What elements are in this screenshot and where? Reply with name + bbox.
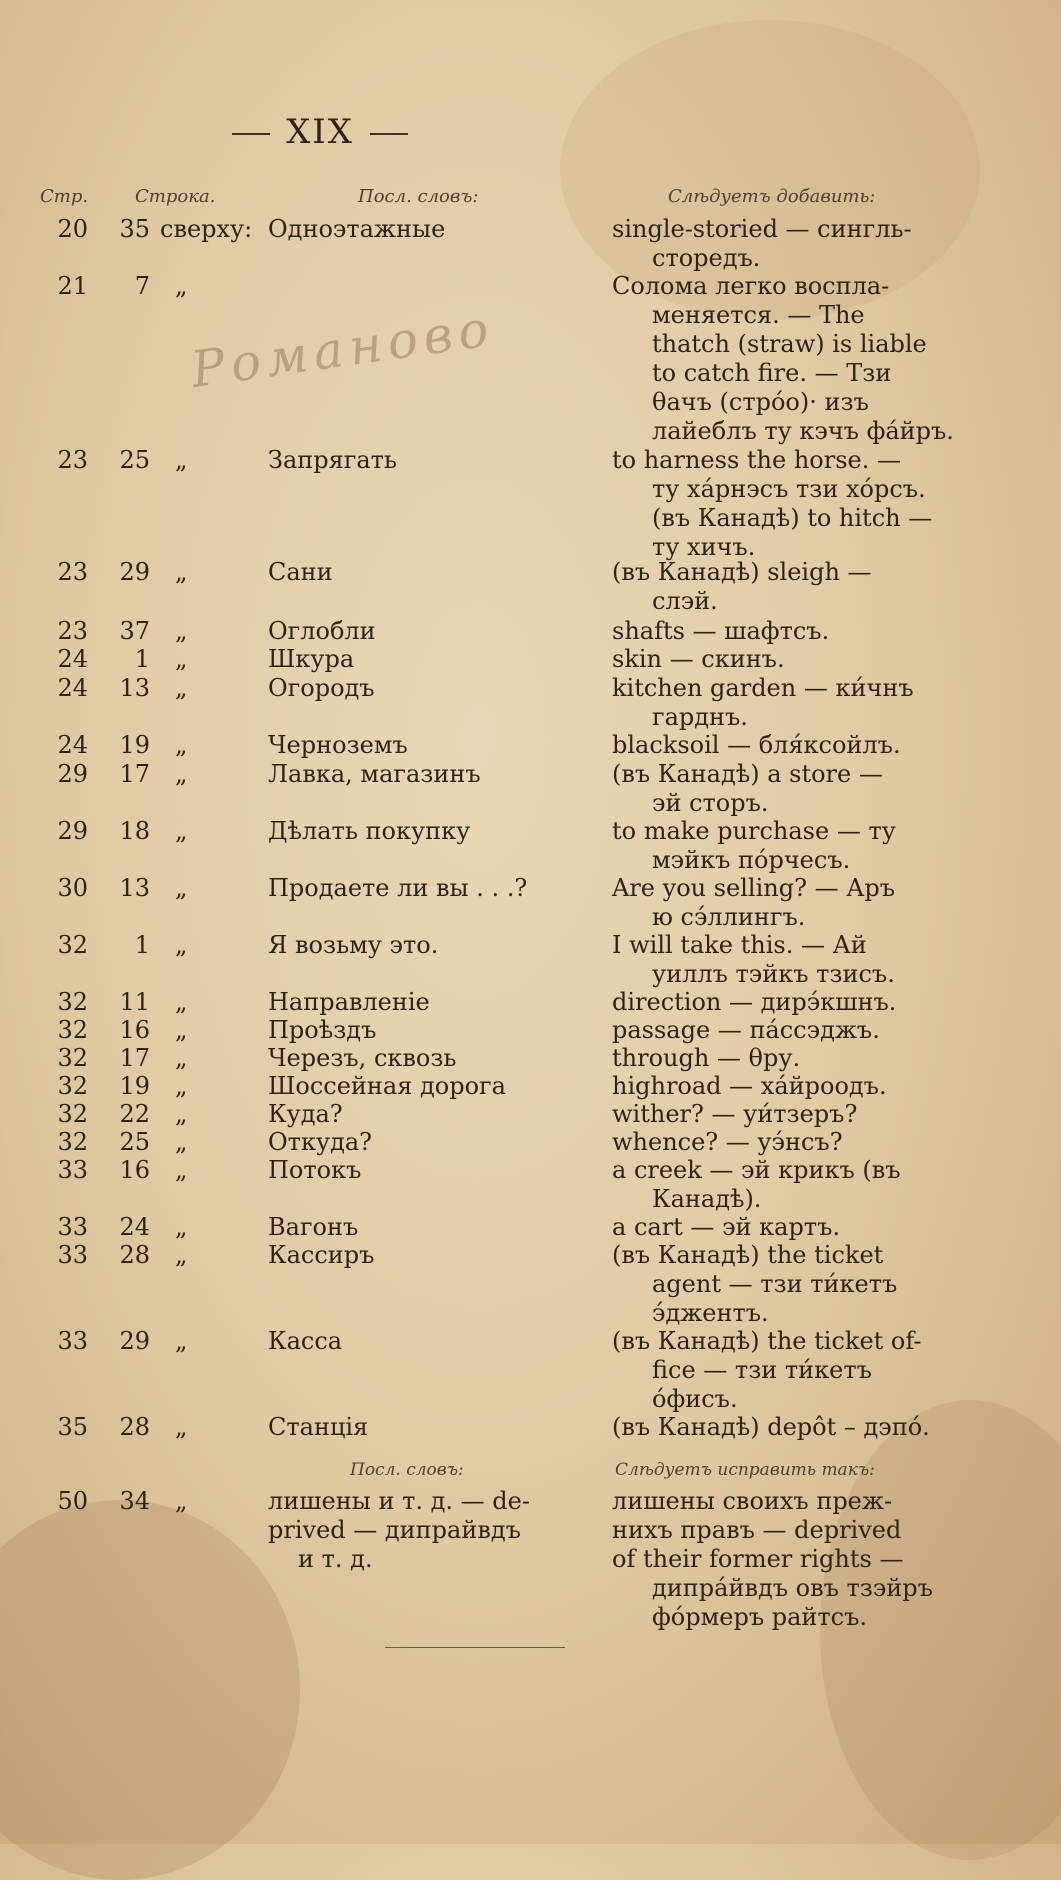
row-add-line: сторедъ. [652,244,761,272]
row-page: 33 [57,1327,88,1355]
row-add-line: θачъ (стро́о)· изъ [652,388,869,416]
row-line: 37 [119,617,150,645]
row-from: „ [175,617,188,645]
row-line: 17 [119,1044,150,1072]
page-number: XIX [0,112,640,152]
row-add-line: эй сторъ. [652,789,769,817]
row-word-line: Дѣлать покупку [268,817,471,845]
row-word-line: Одноэтажные [268,215,446,243]
row-from: „ [175,931,188,959]
row-add [612,674,942,732]
row-add-line: ту хичъ. [652,533,756,561]
row-add-line: a creek — эй крикъ (въ [612,1156,901,1184]
row-add-line: blacksoil — бля́ксойлъ. [612,731,901,759]
row-from: сверху: [160,215,253,243]
row-word [268,931,588,960]
row-line: 19 [119,1072,150,1100]
row-line: 16 [119,1016,150,1044]
row-word-line: Касса [268,1327,343,1355]
row-page: 32 [57,1100,88,1128]
row-add-line: to catch fire. — Тзи [652,359,892,387]
header-line: Строка. [135,186,216,207]
row-add-line: wither? — уи́тзеръ? [612,1100,858,1128]
row-page: 35 [57,1413,88,1441]
row-add-line: ю сэ́ллингъ. [652,903,806,931]
row-add [612,1156,942,1214]
row-line: 11 [119,988,150,1016]
row-add [612,272,954,446]
header-page: Стр. [40,186,89,207]
row-add-line: уиллъ тэйкъ тзисъ. [652,960,895,988]
row-add [612,1044,942,1073]
row-word [268,674,588,703]
row-add-line: Канадѣ). [652,1185,762,1213]
row-add [612,1100,942,1129]
row-word-line: Шкура [268,645,355,673]
header-to-add: Слѣдуетъ добавить: [668,186,876,207]
row-add [612,1128,942,1157]
row-from: „ [175,988,188,1016]
row-add-line: fice — тзи ти́кетъ [652,1356,872,1384]
row-page: 32 [57,1016,88,1044]
row-add [612,617,942,646]
row-add-line: дипра́йвдъ овъ тзэйръ [652,1574,933,1602]
row-word-line: Продаете ли вы . . .? [268,874,528,902]
row-word-line: Оглобли [268,617,376,645]
row-add-line: (въ Канадѣ) the ticket [612,1241,884,1269]
row-from: „ [175,558,188,586]
row-word-line: Потокъ [268,1156,362,1184]
row-page: 32 [57,1044,88,1072]
row-add-line: слэй. [652,587,718,615]
row-add-line: (въ Канадѣ) to hitch — [652,504,933,532]
row-add-line: Солома легко воспла- [612,272,890,300]
row-add [612,558,942,616]
row-from: „ [175,446,188,474]
row-word-line: Запрягать [268,446,397,474]
row-page: 32 [57,1072,88,1100]
row-word-line: Куда? [268,1100,343,1128]
row-add-line: гарднъ. [652,703,748,731]
row-word-line: и т. д. [298,1545,373,1573]
row-word-line: Проѣздъ [268,1016,377,1044]
row-from: „ [175,1072,188,1100]
row-add [612,1016,942,1045]
row-word [268,988,588,1017]
row-add-line: мэйкъ по́рчесъ. [652,846,851,874]
row-add [612,1487,942,1632]
row-word [268,1016,588,1045]
row-word [268,1327,588,1356]
row-word [268,215,588,244]
row-from: „ [175,1100,188,1128]
row-word-line: Лавка, магазинъ [268,760,481,788]
closing-rule [385,1647,565,1648]
row-add [612,215,942,273]
row-add-line: меняется. — The [652,301,865,329]
row-page: 33 [57,1213,88,1241]
paper-stain [0,1500,300,1880]
row-from: „ [175,1327,188,1355]
row-add-line: to make purchase — ту [612,817,896,845]
row-page: 33 [57,1156,88,1184]
row-line: 28 [119,1241,150,1269]
row-from: „ [175,1016,188,1044]
row-add-line: direction — дирэ́кшнъ. [612,988,897,1016]
row-page: 32 [57,988,88,1016]
row-add [612,1072,942,1101]
row-add-line: single-storied — сингль- [612,215,912,243]
row-line: 22 [119,1100,150,1128]
row-add-line: лайеблъ ту кэчъ фа́йръ. [652,417,954,445]
row-add-line: agent — тзи ти́кетъ [652,1270,898,1298]
row-word-line: Черезъ, сквозь [268,1044,457,1072]
row-add [612,874,942,932]
row-add-line: skin — скинъ. [612,645,785,673]
row-line: 16 [119,1156,150,1184]
row-add-line: of their former rights — [612,1545,904,1573]
row-page: 21 [57,272,88,300]
row-add-line: passage — па́ссэджъ. [612,1016,880,1044]
row-word [268,760,588,789]
row-page: 24 [57,674,88,702]
row-word [268,1413,588,1442]
row-page: 24 [57,645,88,673]
row-from: „ [175,760,188,788]
row-add [612,1413,942,1442]
row-word [268,645,588,674]
row-line: 29 [119,1327,150,1355]
row-add-line: о́фисъ. [652,1385,738,1413]
row-word-line: Сани [268,558,333,586]
row-add-line: (въ Канадѣ) depôt – дэпо́. [612,1413,930,1441]
row-add [612,817,942,875]
row-word [268,817,588,846]
row-add-line: shafts — шафтсъ. [612,617,830,645]
row-add [612,988,942,1017]
row-from: „ [175,1156,188,1184]
row-line: 7 [134,272,150,300]
row-add-line: э́джентъ. [652,1299,769,1327]
row-from: „ [175,1128,188,1156]
row-word-line: Кассиръ [268,1241,375,1269]
row-word-line: Станція [268,1413,369,1441]
row-add-line: лишены своихъ преж- [612,1487,893,1515]
row-word-line: prived — дипрайвдъ [268,1516,521,1544]
row-add-line: (въ Канадѣ) the ticket of- [612,1327,922,1355]
row-word-line: Откуда? [268,1128,373,1156]
row-word [268,1072,588,1101]
row-line: 1 [134,645,150,673]
row-add-line: through — θру. [612,1044,801,1072]
row-add-line: (въ Канадѣ) a store — [612,760,883,788]
row-word [268,617,588,646]
row-from: „ [175,1044,188,1072]
row-word [268,731,588,760]
row-word-line: Черноземъ [268,731,408,759]
row-page: 24 [57,731,88,759]
row-add-line: kitchen garden — ки́чнъ [612,674,914,702]
row-from: „ [175,874,188,902]
row-add [612,645,942,674]
row-line: 18 [119,817,150,845]
row-page: 23 [57,446,88,474]
row-line: 1 [134,931,150,959]
row-add-line: to harness the horse. — [612,446,901,474]
row-add [612,446,942,562]
row-page: 32 [57,1128,88,1156]
row-line: 29 [119,558,150,586]
row-page: 23 [57,617,88,645]
row-add-line: фо́рмеръ райтсъ. [652,1603,868,1631]
row-from: „ [175,645,188,673]
row-add-line: ту ха́рнэсъ тзи хо́рсъ. [652,475,926,503]
row-word [268,1128,588,1157]
row-line: 13 [119,674,150,702]
row-add-line: I will take this. — Ай [612,931,867,959]
subheader-correct: Слѣдуетъ исправить такъ: [615,1460,875,1480]
row-line: 25 [119,1128,150,1156]
row-add [612,1241,942,1328]
row-word [268,874,588,903]
row-line: 25 [119,446,150,474]
row-word-line: Шоссейная дорога [268,1072,506,1100]
row-from: „ [175,731,188,759]
row-word [268,1156,588,1185]
row-add [612,760,942,818]
row-add-line: нихъ правъ — deprived [612,1516,902,1544]
row-line: 13 [119,874,150,902]
row-line: 19 [119,731,150,759]
row-add [612,1213,942,1242]
row-add-line: (въ Канадѣ) sleigh — [612,558,872,586]
row-page: 29 [57,760,88,788]
row-word-line: Я возьму это. [268,931,439,959]
row-line: 28 [119,1413,150,1441]
row-from: „ [175,1241,188,1269]
row-page: 29 [57,817,88,845]
row-word [268,446,588,475]
row-add [612,731,942,760]
row-word [268,1213,588,1242]
row-word [268,1241,588,1270]
row-word-line: Огородъ [268,674,375,702]
row-add [612,1327,942,1414]
row-line: 17 [119,760,150,788]
row-add-line: Are you selling? — Аръ [612,874,896,902]
row-from: „ [175,1487,188,1515]
row-page: 20 [57,215,88,243]
header-after-word: Посл. словъ: [358,186,479,207]
row-add-line: highroad — ха́йроодъ. [612,1072,887,1100]
row-from: „ [175,817,188,845]
row-word-line: Направленіе [268,988,430,1016]
row-page: 50 [57,1487,88,1515]
row-add-line: whence? — уэ́нсъ? [612,1128,843,1156]
row-line: 24 [119,1213,150,1241]
row-word [268,1044,588,1073]
row-word [268,558,588,587]
row-line: 35 [119,215,150,243]
row-add-line: a cart — эй картъ. [612,1213,840,1241]
row-word-line: лишены и т. д. — de- [268,1487,530,1515]
row-add [612,931,942,989]
row-from: „ [175,674,188,702]
handwritten-signature: Романово [187,299,498,399]
subheader-after-word: Посл. словъ: [350,1460,464,1480]
row-page: 23 [57,558,88,586]
row-line: 34 [119,1487,150,1515]
row-word [268,1487,588,1574]
row-page: 33 [57,1241,88,1269]
row-from: „ [175,1413,188,1441]
row-from: „ [175,1213,188,1241]
row-word [268,1100,588,1129]
row-word-line: Вагонъ [268,1213,359,1241]
row-from: „ [175,272,188,300]
row-add-line: thatch (straw) is liable [652,330,927,358]
row-page: 30 [57,874,88,902]
row-page: 32 [57,931,88,959]
